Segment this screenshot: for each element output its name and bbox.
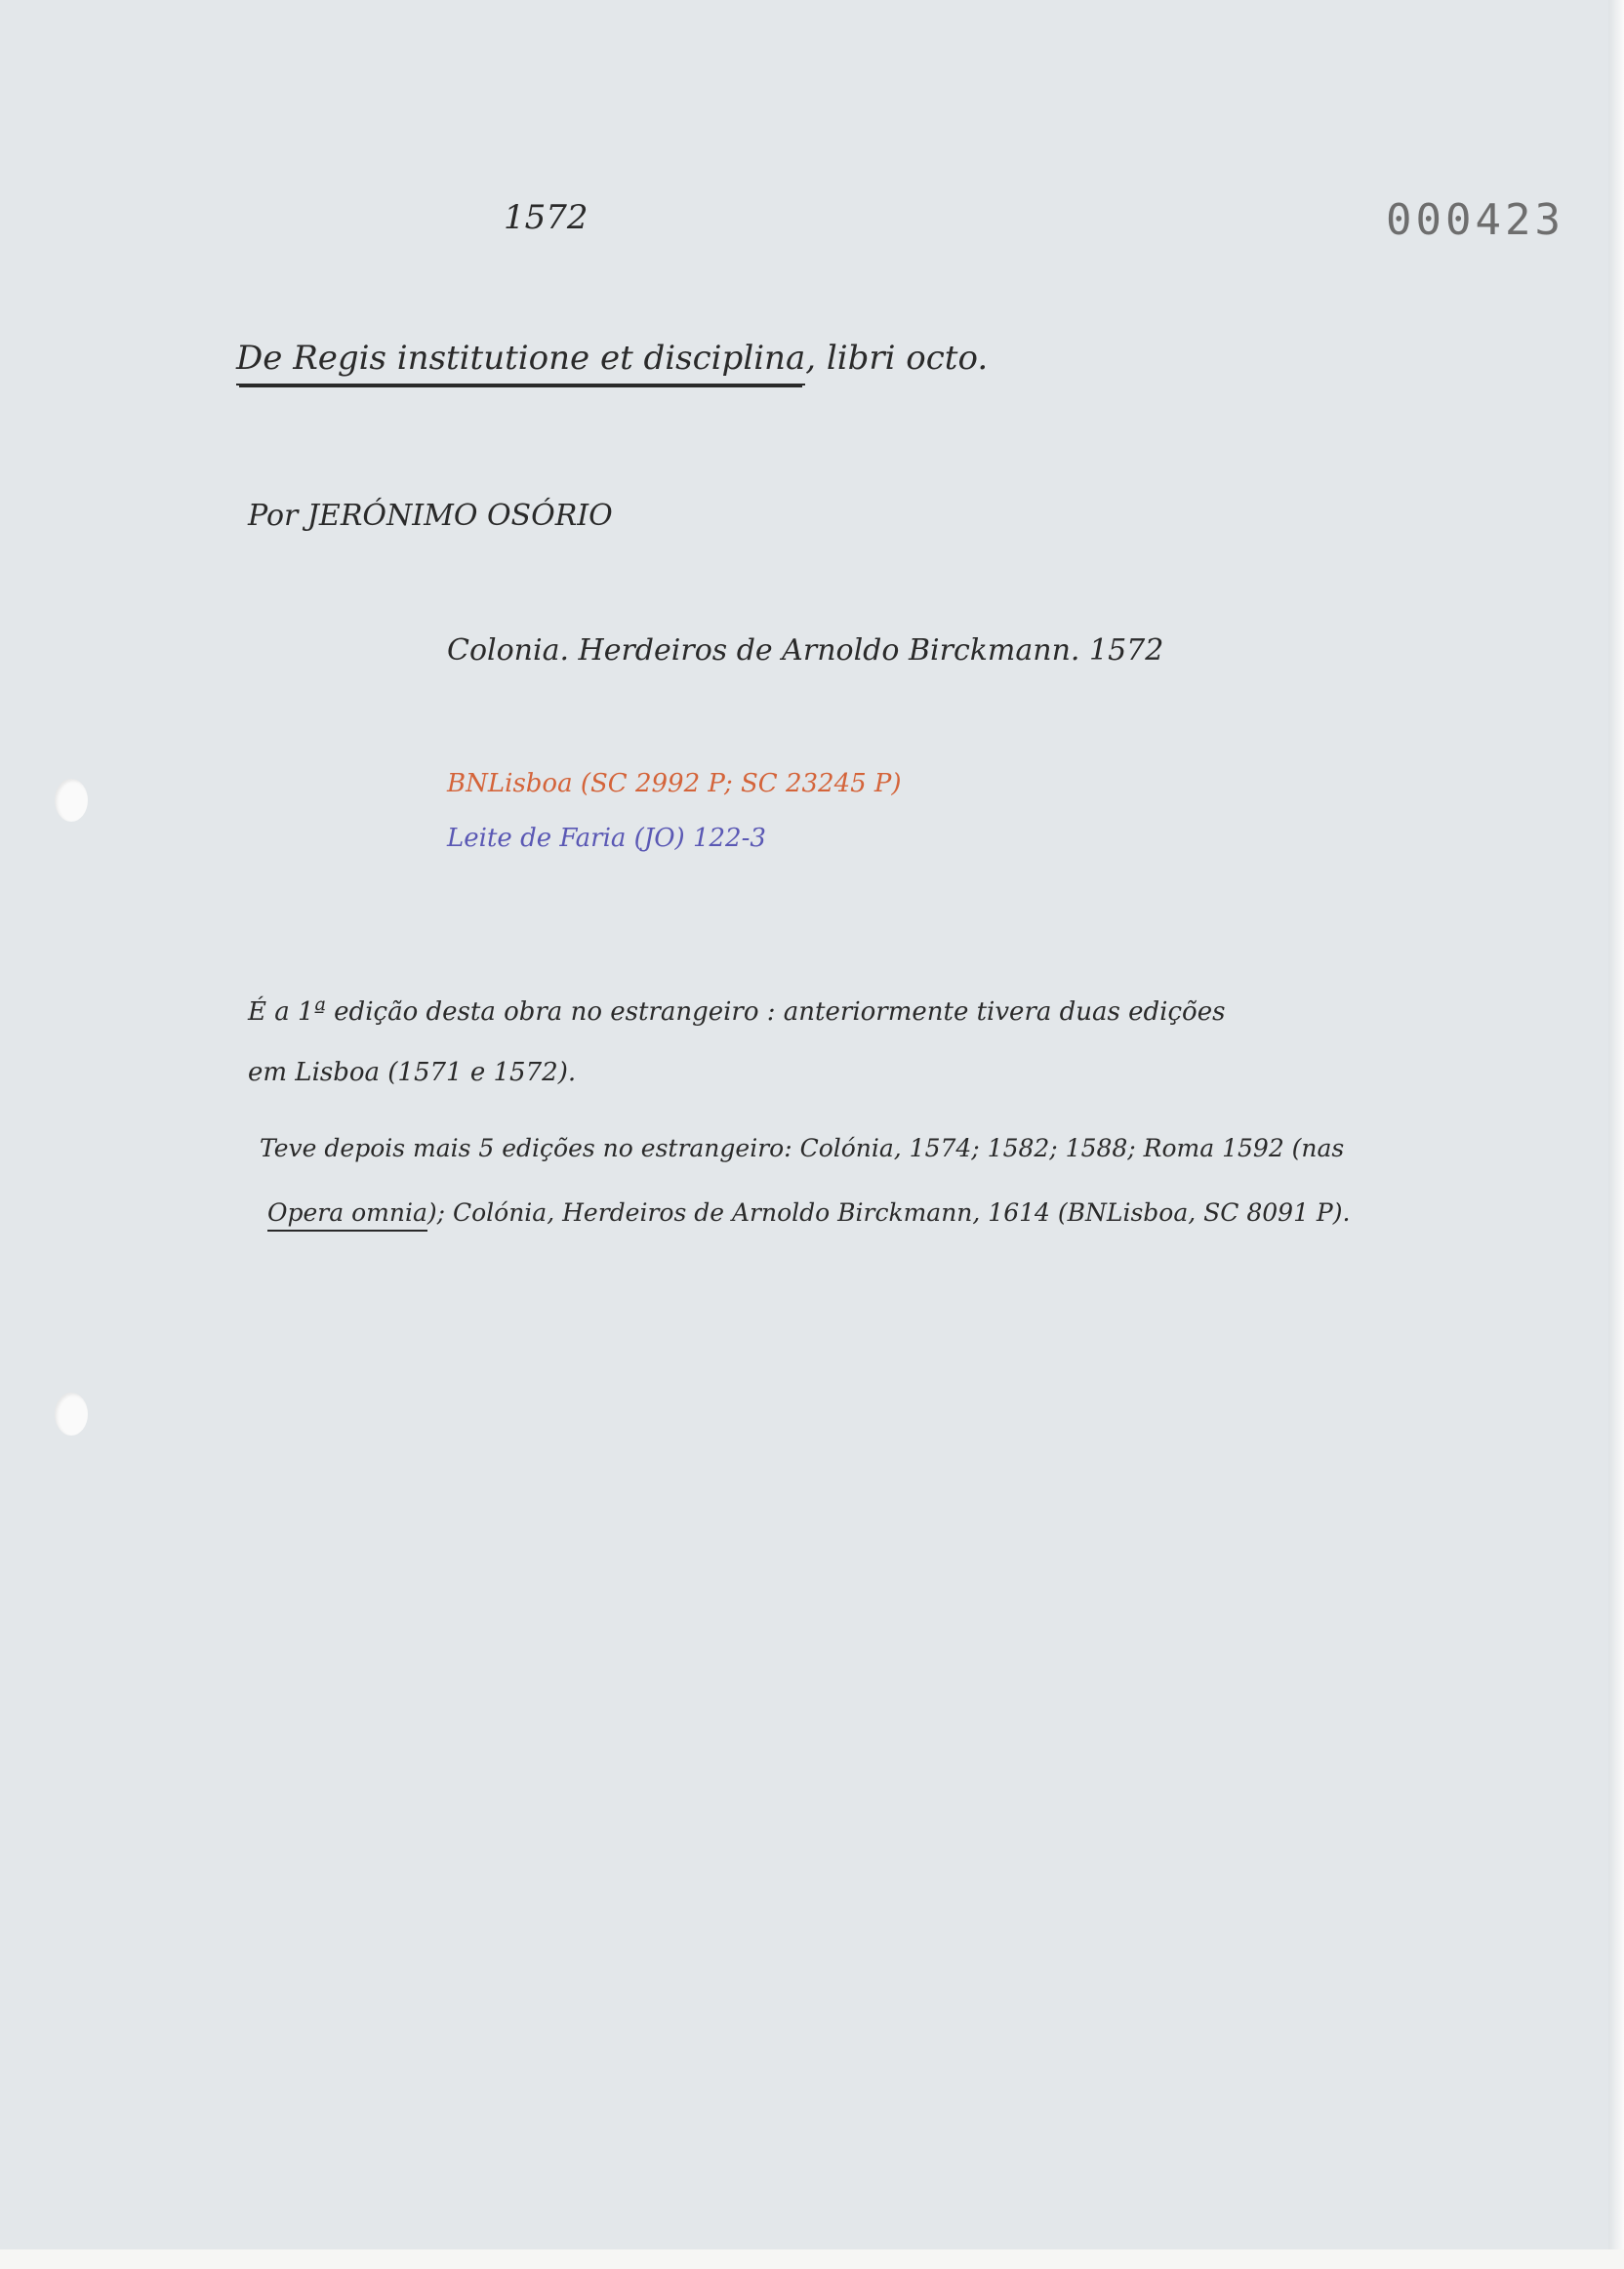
- punch-hole: [55, 779, 88, 822]
- year-heading: 1572: [504, 198, 589, 237]
- title-suffix: , libri octo.: [805, 339, 989, 378]
- note-later-editions-line2: [267, 1200, 1350, 1225]
- note-first-edition-line1: É a 1ª edição desta obra no estrangeiro : anteriormente tivera duas edições: [248, 997, 1226, 1027]
- note-later-editions-rest: ); Colónia, Herdeiros de Arnoldo Birckmann, 1614 (BNLisboa, SC 8091 P).: [426, 1198, 1351, 1227]
- library-holdings: BNLisboa (SC 2992 P; SC 23245 P): [447, 769, 902, 798]
- note-later-editions-line1: Teve depois mais 5 edições no estrangeiro: Colónia, 1574; 1582; 1588; Roma 1592 (nas: [260, 1134, 1345, 1162]
- author-line: Por JERÓNIMO OSÓRIO: [248, 499, 613, 533]
- catalog-number-stamp: 000423: [1386, 195, 1564, 245]
- punch-hole: [55, 1393, 88, 1436]
- imprint-line: Colonia. Herdeiros de Arnoldo Birckmann. 1572: [447, 633, 1164, 668]
- note-first-edition-line2: em Lisboa (1571 e 1572).: [248, 1058, 577, 1087]
- work-title: [236, 339, 989, 378]
- bibliographic-reference: Leite de Faria (JO) 122-3: [447, 824, 766, 853]
- scanner-edge-bottom: [0, 2249, 1624, 2269]
- scanner-edge: [1608, 0, 1624, 2269]
- opera-omnia-title: Opera omnia: [267, 1198, 427, 1232]
- title-main: De Regis institutione et disciplina: [236, 339, 805, 385]
